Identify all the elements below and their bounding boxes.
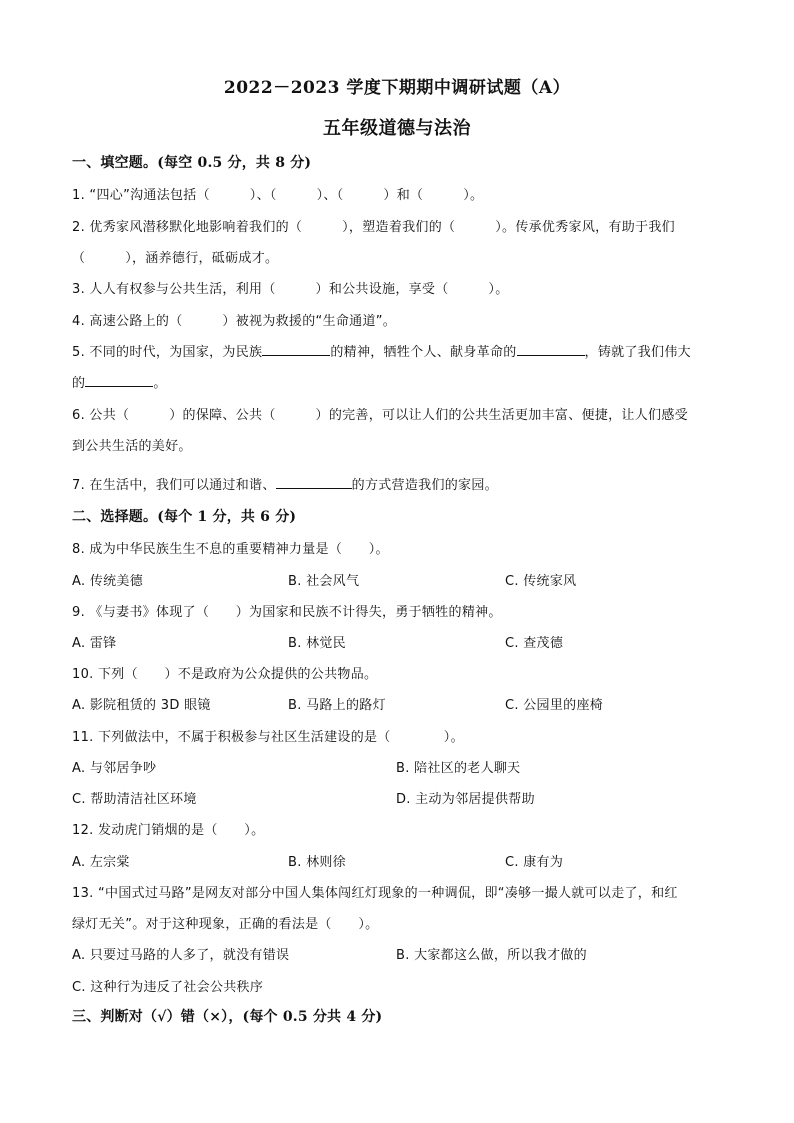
question-8-option-c: C. 传统家风 — [505, 574, 577, 589]
question-11-option-d: D. 主动为邻居提供帮助 — [396, 792, 535, 807]
question-10-option-c: C. 公园里的座椅 — [505, 698, 604, 713]
section-true-false-heading: 三、判断对（√）错（×），(每个 0.5 分共 4 分) — [72, 1009, 383, 1025]
section-fill-blank-heading: 一、填空题。(每空 0.5 分，共 8 分) — [72, 155, 312, 171]
answer-blank — [276, 476, 352, 489]
question-8-option-b: B. 社会风气 — [288, 574, 360, 589]
question-9: 9. 《与妻书》体现了（ ）为国家和民族不计得失，勇于牺牲的精神。 — [72, 605, 502, 620]
question-12: 12. 发动虎门销烟的是（ ）。 — [72, 823, 265, 838]
question-12-option-a: A. 左宗棠 — [72, 855, 130, 870]
question-11: 11. 下列做法中，不属于积极参与社区生活建设的是（ ）。 — [72, 730, 464, 745]
section-choice-heading: 二、选择题。(每个 1 分，共 6 分) — [72, 509, 297, 525]
question-7-text-b: 的方式营造我们的家园。 — [351, 478, 498, 493]
question-2-line-2: （ ），涵养德行，砥砺成才。 — [72, 251, 279, 266]
question-10-option-b: B. 马路上的路灯 — [288, 698, 386, 713]
question-5-text-b: 的精神，牺牲个人、献身革命的 — [330, 345, 517, 360]
question-9-option-c: C. 查茂德 — [505, 636, 564, 651]
question-7-text-a: 7. 在生活中，我们可以通过和谐、 — [72, 478, 276, 493]
question-8: 8. 成为中华民族生生不息的重要精神力量是（ ）。 — [72, 542, 389, 557]
question-6-line-2: 到公共生活的美好。 — [72, 439, 192, 454]
answer-blank — [262, 343, 330, 356]
exam-title: 2022－2023 学度下期期中调研试题（A） — [223, 78, 571, 98]
question-5-line-1 — [72, 341, 691, 360]
question-13-option-a: A. 只要过马路的人多了，就没有错误 — [72, 948, 290, 963]
answer-blank — [85, 374, 153, 387]
question-3: 3. 人人有权参与公共生活，利用（ ）和公共设施，享受（ ）。 — [72, 282, 509, 297]
question-12-option-c: C. 康有为 — [505, 855, 564, 870]
question-9-option-b: B. 林觉民 — [288, 636, 346, 651]
question-5-text-a: 5. 不同的时代，为国家，为民族 — [72, 345, 263, 360]
question-8-option-a: A. 传统美德 — [72, 574, 144, 589]
question-5-text-c: ，铸就了我们伟大 — [584, 345, 691, 360]
question-6-line-1: 6. 公共（ ）的保障、公共（ ）的完善，可以让人们的公共生活更加丰富、便捷，让人们感受 — [72, 408, 688, 423]
exam-subtitle: 五年级道德与法治 — [323, 118, 471, 139]
question-12-option-b: B. 林则徐 — [288, 855, 346, 870]
question-5-text-e: 。 — [153, 376, 167, 391]
question-11-option-c: C. 帮助清洁社区环境 — [72, 792, 197, 807]
question-5-text-d: 的 — [72, 376, 86, 391]
question-2-line-1: 2. 优秀家风潜移默化地影响着我们的（ ），塑造着我们的（ ）。传承优秀家风，有助于我们 — [72, 220, 675, 235]
question-13-line-1: 13. “中国式过马路”是网友对部分中国人集体闯红灯现象的一种调侃，即“凑够一撮人就可以走了，和红 — [72, 886, 678, 901]
question-13-option-c: C. 这种行为违反了社会公共秩序 — [72, 980, 264, 995]
question-10-option-a: A. 影院租赁的 3D 眼镜 — [72, 698, 211, 713]
question-5-line-2 — [72, 372, 167, 391]
question-11-option-a: A. 与邻居争吵 — [72, 761, 157, 776]
question-11-option-b: B. 陪社区的老人聊天 — [396, 761, 521, 776]
question-10: 10. 下列（ ）不是政府为公众提供的公共物品。 — [72, 667, 378, 682]
question-4: 4. 高速公路上的（ ）被视为救援的“生命通道”。 — [72, 314, 397, 329]
question-13-line-2: 绿灯无关”。对于这种现象，正确的看法是（ ）。 — [72, 917, 379, 932]
question-7 — [72, 474, 498, 493]
answer-blank — [517, 343, 585, 356]
question-1: 1. “四心”沟通法包括（ ）、（ ）、（ ）和（ ）。 — [72, 188, 484, 203]
question-13-option-b: B. 大家都这么做，所以我才做的 — [396, 948, 587, 963]
question-9-option-a: A. 雷锋 — [72, 636, 117, 651]
